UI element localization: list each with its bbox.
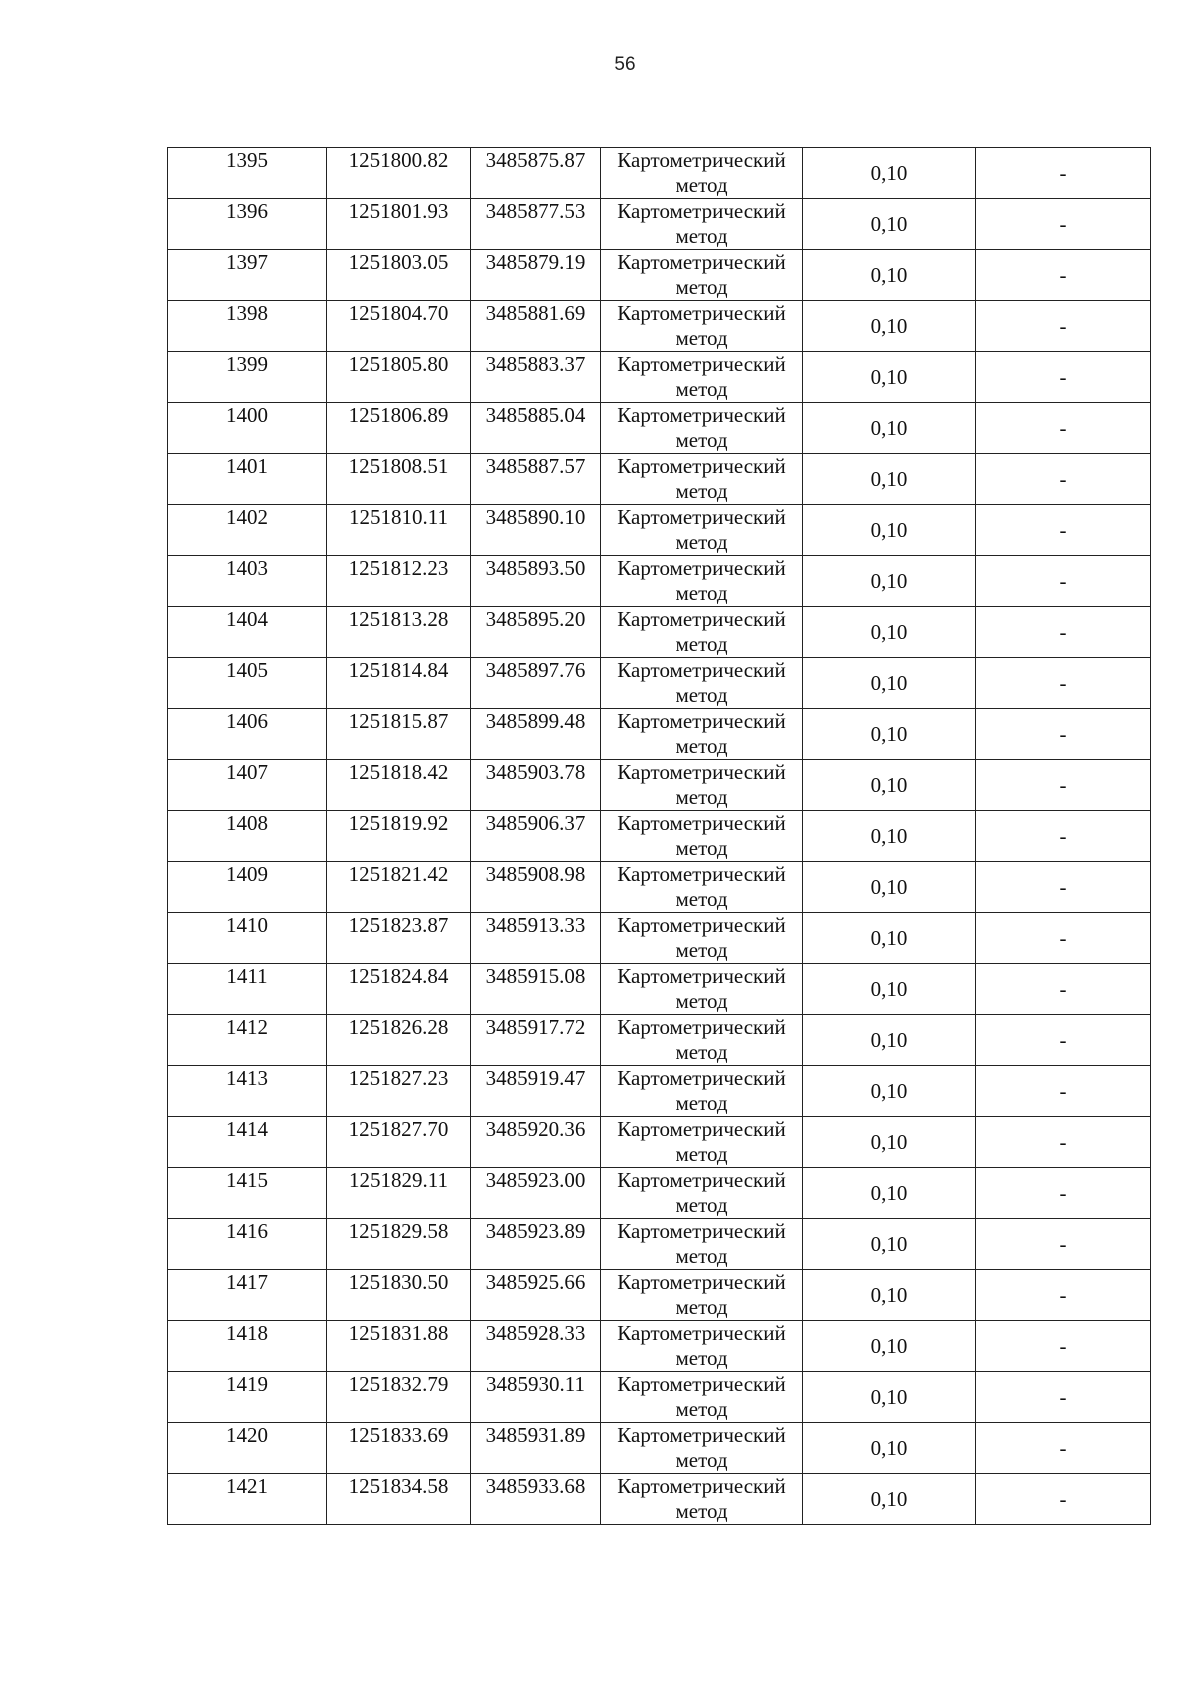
method-text-line2: метод: [675, 1448, 728, 1472]
accuracy-cell: 0,10: [803, 454, 976, 505]
point-number-cell: 1414: [168, 1117, 327, 1168]
method-text-line1: Картометрический: [617, 1117, 786, 1141]
method-text-line2: метод: [675, 581, 728, 605]
method-text-line1: Картометрический: [617, 454, 786, 478]
method-text-line1: Картометрический: [617, 607, 786, 631]
y-coordinate-cell: 3485930.11: [471, 1372, 601, 1423]
point-number-cell: 1420: [168, 1423, 327, 1474]
method-text-line2: метод: [675, 377, 728, 401]
point-number-cell: 1409: [168, 862, 327, 913]
method-text-line1: Картометрический: [617, 964, 786, 988]
y-coordinate-cell: 3485883.37: [471, 352, 601, 403]
method-cell: [601, 1321, 803, 1372]
accuracy-cell: 0,10: [803, 250, 976, 301]
y-coordinate-cell: 3485890.10: [471, 505, 601, 556]
description-cell: -: [976, 505, 1151, 556]
y-coordinate-cell: 3485933.68: [471, 1474, 601, 1525]
table-row: [168, 1168, 1151, 1219]
y-coordinate-cell: 3485925.66: [471, 1270, 601, 1321]
table-row: [168, 1219, 1151, 1270]
method-cell: [601, 1372, 803, 1423]
x-coordinate-cell: 1251805.80: [327, 352, 471, 403]
method-cell: [601, 454, 803, 505]
x-coordinate-cell: 1251813.28: [327, 607, 471, 658]
description-cell: -: [976, 199, 1151, 250]
x-coordinate-cell: 1251808.51: [327, 454, 471, 505]
description-cell: -: [976, 1474, 1151, 1525]
point-number-cell: 1403: [168, 556, 327, 607]
method-cell: [601, 607, 803, 658]
x-coordinate-cell: 1251833.69: [327, 1423, 471, 1474]
point-number-cell: 1406: [168, 709, 327, 760]
method-text-line2: метод: [675, 326, 728, 350]
description-cell: -: [976, 607, 1151, 658]
point-number-cell: 1397: [168, 250, 327, 301]
accuracy-cell: 0,10: [803, 964, 976, 1015]
method-text-line1: Картометрический: [617, 913, 786, 937]
page-number: 56: [614, 54, 636, 75]
method-text-line1: Картометрический: [617, 556, 786, 580]
description-cell: -: [976, 352, 1151, 403]
method-text-line1: Картометрический: [617, 1219, 786, 1243]
y-coordinate-cell: 3485920.36: [471, 1117, 601, 1168]
method-text-line1: Картометрический: [617, 862, 786, 886]
table-row: [168, 301, 1151, 352]
method-text-line2: метод: [675, 1193, 728, 1217]
y-coordinate-cell: 3485913.33: [471, 913, 601, 964]
accuracy-cell: 0,10: [803, 862, 976, 913]
table-row: [168, 505, 1151, 556]
description-cell: -: [976, 1015, 1151, 1066]
method-cell: [601, 964, 803, 1015]
description-cell: -: [976, 454, 1151, 505]
table-row: [168, 811, 1151, 862]
description-cell: -: [976, 862, 1151, 913]
x-coordinate-cell: 1251812.23: [327, 556, 471, 607]
y-coordinate-cell: 3485893.50: [471, 556, 601, 607]
accuracy-cell: 0,10: [803, 760, 976, 811]
method-cell: [601, 1474, 803, 1525]
description-cell: -: [976, 760, 1151, 811]
method-cell: [601, 1117, 803, 1168]
table-row: [168, 1270, 1151, 1321]
x-coordinate-cell: 1251800.82: [327, 148, 471, 199]
point-number-cell: 1417: [168, 1270, 327, 1321]
accuracy-cell: 0,10: [803, 709, 976, 760]
method-text-line1: Картометрический: [617, 1474, 786, 1498]
accuracy-cell: 0,10: [803, 1372, 976, 1423]
table-row: [168, 913, 1151, 964]
method-cell: [601, 709, 803, 760]
y-coordinate-cell: 3485895.20: [471, 607, 601, 658]
point-number-cell: 1421: [168, 1474, 327, 1525]
description-cell: -: [976, 658, 1151, 709]
y-coordinate-cell: 3485908.98: [471, 862, 601, 913]
description-cell: -: [976, 301, 1151, 352]
x-coordinate-cell: 1251803.05: [327, 250, 471, 301]
y-coordinate-cell: 3485915.08: [471, 964, 601, 1015]
method-text-line1: Картометрический: [617, 352, 786, 376]
method-text-line2: метод: [675, 173, 728, 197]
x-coordinate-cell: 1251824.84: [327, 964, 471, 1015]
method-text-line2: метод: [675, 224, 728, 248]
y-coordinate-cell: 3485879.19: [471, 250, 601, 301]
accuracy-cell: 0,10: [803, 913, 976, 964]
x-coordinate-cell: 1251814.84: [327, 658, 471, 709]
point-number-cell: 1413: [168, 1066, 327, 1117]
table-row: [168, 607, 1151, 658]
method-cell: [601, 1270, 803, 1321]
method-cell: [601, 1015, 803, 1066]
coordinates-table-body: [168, 148, 1151, 1525]
description-cell: -: [976, 1423, 1151, 1474]
coordinates-table: [167, 147, 1151, 1525]
accuracy-cell: 0,10: [803, 1219, 976, 1270]
point-number-cell: 1404: [168, 607, 327, 658]
accuracy-cell: 0,10: [803, 1015, 976, 1066]
method-cell: [601, 862, 803, 913]
table-row: [168, 964, 1151, 1015]
method-text-line2: метод: [675, 275, 728, 299]
method-text-line2: метод: [675, 1142, 728, 1166]
method-text-line2: метод: [675, 1244, 728, 1268]
table-row: [168, 1066, 1151, 1117]
accuracy-cell: 0,10: [803, 1321, 976, 1372]
description-cell: -: [976, 1066, 1151, 1117]
y-coordinate-cell: 3485897.76: [471, 658, 601, 709]
method-text-line2: метод: [675, 836, 728, 860]
accuracy-cell: 0,10: [803, 556, 976, 607]
y-coordinate-cell: 3485919.47: [471, 1066, 601, 1117]
description-cell: -: [976, 1372, 1151, 1423]
accuracy-cell: 0,10: [803, 1423, 976, 1474]
x-coordinate-cell: 1251819.92: [327, 811, 471, 862]
description-cell: -: [976, 403, 1151, 454]
method-text-line1: Картометрический: [617, 1423, 786, 1447]
point-number-cell: 1400: [168, 403, 327, 454]
method-text-line1: Картометрический: [617, 811, 786, 835]
method-text-line2: метод: [675, 938, 728, 962]
point-number-cell: 1398: [168, 301, 327, 352]
x-coordinate-cell: 1251832.79: [327, 1372, 471, 1423]
description-cell: -: [976, 709, 1151, 760]
method-text-line1: Картометрический: [617, 1168, 786, 1192]
y-coordinate-cell: 3485885.04: [471, 403, 601, 454]
point-number-cell: 1402: [168, 505, 327, 556]
table-row: [168, 199, 1151, 250]
accuracy-cell: 0,10: [803, 148, 976, 199]
description-cell: -: [976, 1219, 1151, 1270]
method-cell: [601, 352, 803, 403]
point-number-cell: 1419: [168, 1372, 327, 1423]
point-number-cell: 1408: [168, 811, 327, 862]
method-text-line1: Картометрический: [617, 1270, 786, 1294]
method-cell: [601, 1219, 803, 1270]
method-text-line1: Картометрический: [617, 250, 786, 274]
x-coordinate-cell: 1251830.50: [327, 1270, 471, 1321]
point-number-cell: 1415: [168, 1168, 327, 1219]
table-row: [168, 556, 1151, 607]
description-cell: -: [976, 1270, 1151, 1321]
method-text-line1: Картометрический: [617, 1066, 786, 1090]
point-number-cell: 1395: [168, 148, 327, 199]
x-coordinate-cell: 1251827.70: [327, 1117, 471, 1168]
method-text-line1: Картометрический: [617, 505, 786, 529]
method-text-line2: метод: [675, 632, 728, 656]
table-row: [168, 862, 1151, 913]
y-coordinate-cell: 3485903.78: [471, 760, 601, 811]
method-text-line2: метод: [675, 785, 728, 809]
table-row: [168, 760, 1151, 811]
point-number-cell: 1412: [168, 1015, 327, 1066]
accuracy-cell: 0,10: [803, 1117, 976, 1168]
description-cell: -: [976, 964, 1151, 1015]
method-text-line2: метод: [675, 887, 728, 911]
method-cell: [601, 1168, 803, 1219]
accuracy-cell: 0,10: [803, 199, 976, 250]
method-text-line1: Картометрический: [617, 1321, 786, 1345]
point-number-cell: 1411: [168, 964, 327, 1015]
x-coordinate-cell: 1251804.70: [327, 301, 471, 352]
accuracy-cell: 0,10: [803, 1270, 976, 1321]
accuracy-cell: 0,10: [803, 301, 976, 352]
method-cell: [601, 403, 803, 454]
method-text-line2: метод: [675, 1397, 728, 1421]
table-row: [168, 1321, 1151, 1372]
method-cell: [601, 250, 803, 301]
point-number-cell: 1399: [168, 352, 327, 403]
method-text-line1: Картометрический: [617, 709, 786, 733]
method-text-line1: Картометрический: [617, 403, 786, 427]
method-text-line2: метод: [675, 1499, 728, 1523]
point-number-cell: 1410: [168, 913, 327, 964]
method-cell: [601, 1066, 803, 1117]
method-cell: [601, 505, 803, 556]
method-text-line2: метод: [675, 1346, 728, 1370]
x-coordinate-cell: 1251834.58: [327, 1474, 471, 1525]
method-text-line1: Картометрический: [617, 301, 786, 325]
table-row: [168, 658, 1151, 709]
x-coordinate-cell: 1251823.87: [327, 913, 471, 964]
y-coordinate-cell: 3485906.37: [471, 811, 601, 862]
accuracy-cell: 0,10: [803, 607, 976, 658]
method-text-line2: метод: [675, 734, 728, 758]
description-cell: -: [976, 811, 1151, 862]
accuracy-cell: 0,10: [803, 352, 976, 403]
table-row: [168, 1015, 1151, 1066]
x-coordinate-cell: 1251827.23: [327, 1066, 471, 1117]
method-text-line1: Картометрический: [617, 760, 786, 784]
description-cell: -: [976, 148, 1151, 199]
method-cell: [601, 811, 803, 862]
point-number-cell: 1396: [168, 199, 327, 250]
accuracy-cell: 0,10: [803, 403, 976, 454]
x-coordinate-cell: 1251821.42: [327, 862, 471, 913]
x-coordinate-cell: 1251815.87: [327, 709, 471, 760]
x-coordinate-cell: 1251826.28: [327, 1015, 471, 1066]
method-cell: [601, 148, 803, 199]
description-cell: -: [976, 1321, 1151, 1372]
description-cell: -: [976, 913, 1151, 964]
description-cell: -: [976, 250, 1151, 301]
y-coordinate-cell: 3485887.57: [471, 454, 601, 505]
x-coordinate-cell: 1251829.11: [327, 1168, 471, 1219]
table-row: [168, 250, 1151, 301]
y-coordinate-cell: 3485899.48: [471, 709, 601, 760]
method-cell: [601, 1423, 803, 1474]
method-text-line1: Картометрический: [617, 148, 786, 172]
description-cell: -: [976, 1168, 1151, 1219]
method-text-line1: Картометрический: [617, 1372, 786, 1396]
method-cell: [601, 199, 803, 250]
method-text-line1: Картометрический: [617, 658, 786, 682]
description-cell: -: [976, 1117, 1151, 1168]
table-row: [168, 403, 1151, 454]
x-coordinate-cell: 1251829.58: [327, 1219, 471, 1270]
x-coordinate-cell: 1251801.93: [327, 199, 471, 250]
table-row: [168, 1423, 1151, 1474]
x-coordinate-cell: 1251806.89: [327, 403, 471, 454]
point-number-cell: 1405: [168, 658, 327, 709]
table-row: [168, 148, 1151, 199]
table-row: [168, 1372, 1151, 1423]
x-coordinate-cell: 1251818.42: [327, 760, 471, 811]
method-text-line2: метод: [675, 530, 728, 554]
method-cell: [601, 913, 803, 964]
y-coordinate-cell: 3485875.87: [471, 148, 601, 199]
method-text-line2: метод: [675, 989, 728, 1013]
method-text-line2: метод: [675, 479, 728, 503]
method-text-line1: Картометрический: [617, 1015, 786, 1039]
point-number-cell: 1401: [168, 454, 327, 505]
method-cell: [601, 760, 803, 811]
accuracy-cell: 0,10: [803, 658, 976, 709]
y-coordinate-cell: 3485928.33: [471, 1321, 601, 1372]
accuracy-cell: 0,10: [803, 1066, 976, 1117]
method-text-line2: метод: [675, 1040, 728, 1064]
table-row: [168, 454, 1151, 505]
y-coordinate-cell: 3485917.72: [471, 1015, 601, 1066]
y-coordinate-cell: 3485923.00: [471, 1168, 601, 1219]
accuracy-cell: 0,10: [803, 505, 976, 556]
y-coordinate-cell: 3485931.89: [471, 1423, 601, 1474]
x-coordinate-cell: 1251810.11: [327, 505, 471, 556]
table-row: [168, 352, 1151, 403]
y-coordinate-cell: 3485881.69: [471, 301, 601, 352]
method-text-line2: метод: [675, 1295, 728, 1319]
method-cell: [601, 556, 803, 607]
accuracy-cell: 0,10: [803, 1168, 976, 1219]
method-text-line2: метод: [675, 1091, 728, 1115]
method-text-line2: метод: [675, 428, 728, 452]
accuracy-cell: 0,10: [803, 1474, 976, 1525]
point-number-cell: 1407: [168, 760, 327, 811]
description-cell: -: [976, 556, 1151, 607]
table-row: [168, 709, 1151, 760]
accuracy-cell: 0,10: [803, 811, 976, 862]
y-coordinate-cell: 3485877.53: [471, 199, 601, 250]
method-cell: [601, 658, 803, 709]
table-row: [168, 1117, 1151, 1168]
point-number-cell: 1416: [168, 1219, 327, 1270]
method-cell: [601, 301, 803, 352]
method-text-line2: метод: [675, 683, 728, 707]
table-row: [168, 1474, 1151, 1525]
point-number-cell: 1418: [168, 1321, 327, 1372]
method-text-line1: Картометрический: [617, 199, 786, 223]
x-coordinate-cell: 1251831.88: [327, 1321, 471, 1372]
y-coordinate-cell: 3485923.89: [471, 1219, 601, 1270]
